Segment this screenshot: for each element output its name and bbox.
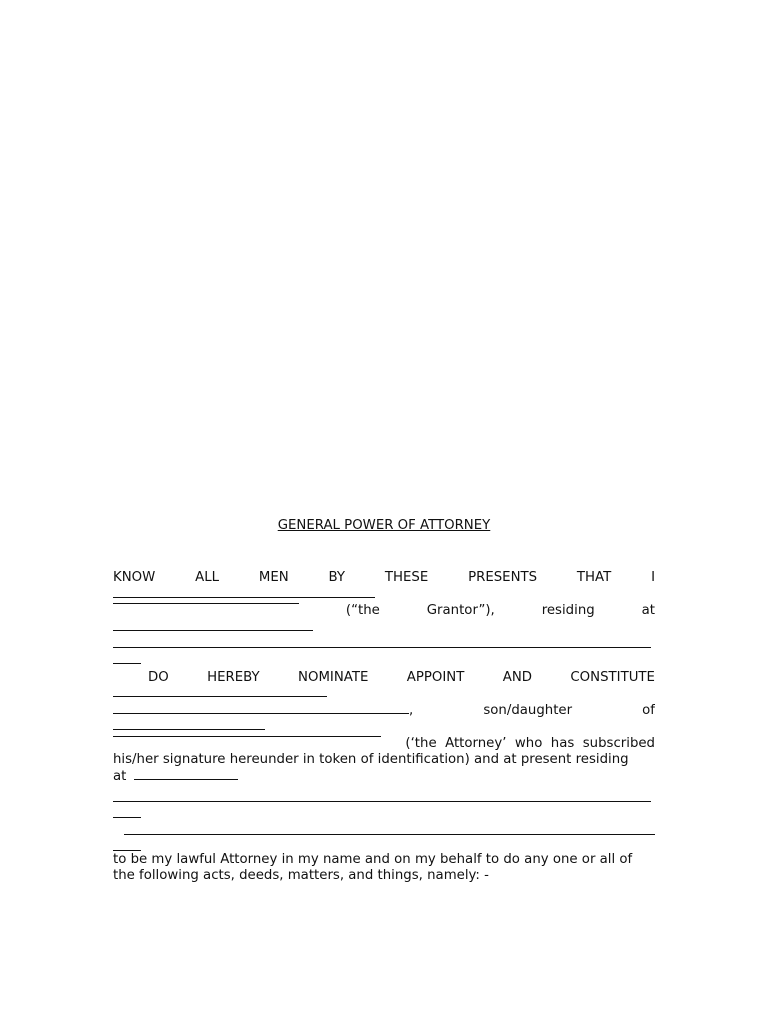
following-acts-text: the following acts, deeds, matters, and things, namely: - [113, 868, 489, 883]
residence-blank-3[interactable] [113, 816, 141, 818]
lawful-attorney-text: to be my lawful Attorney in my name and on my behalf to do any one or all of [113, 852, 633, 867]
address-blank-line-3 [113, 652, 655, 669]
nominate-word: NOMINATE [298, 670, 369, 685]
parent-name-blank-line [113, 718, 655, 735]
grantor-line [113, 602, 655, 619]
the-grantor-open: (“the [345, 603, 380, 618]
grantor-name-blank-2[interactable] [113, 602, 299, 604]
grantor-name-blank-line [113, 586, 655, 603]
these-word: THESE [384, 570, 429, 585]
presents-word: PRESENTS [468, 570, 538, 585]
following-acts-line [113, 867, 655, 884]
the-attorney-text: (‘the Attorney’ who has subscribed [405, 736, 655, 751]
residing-word: residing [541, 603, 595, 618]
attorney-name-blank[interactable] [113, 695, 327, 697]
comma-text: , [409, 703, 414, 718]
lawful-attorney-line [113, 851, 655, 868]
and-word: AND [502, 670, 533, 685]
at-word-2: at [113, 769, 127, 784]
know-all-men-line [113, 569, 655, 586]
address-blank-line-1 [113, 619, 655, 636]
residence-blank-line-2 [113, 790, 655, 807]
address-blank-3[interactable] [113, 662, 141, 664]
by-word: BY [328, 570, 346, 585]
attorney-line [113, 735, 655, 752]
parent-name-blank[interactable] [113, 728, 265, 730]
son-daughter-word: son/daughter [483, 703, 573, 718]
do-word: DO [148, 670, 169, 685]
grantor-word: Grantor”), [426, 603, 495, 618]
residence-blank-line-4 [124, 823, 655, 840]
residing-at-line [113, 768, 655, 785]
parent-name-blank-2[interactable] [113, 735, 381, 737]
residence-blank-2[interactable] [113, 800, 651, 802]
nominate-line [148, 669, 655, 686]
attorney-name-blank-line [113, 685, 655, 702]
grantor-name-blank[interactable] [113, 596, 375, 598]
appoint-word: APPOINT [406, 670, 465, 685]
address-blank-1[interactable] [113, 629, 313, 631]
hereby-word: HEREBY [207, 670, 260, 685]
all-word: ALL [195, 570, 220, 585]
signature-identification-text: his/her signature hereunder in token of identification) and at present residing [113, 752, 629, 767]
constitute-word: CONSTITUTE [570, 670, 655, 685]
document-title: GENERAL POWER OF ATTORNEY [277, 518, 491, 533]
i-word: I [651, 570, 655, 585]
that-word: THAT [576, 570, 612, 585]
of-word: of [642, 703, 655, 718]
signature-identification-line [113, 751, 655, 768]
residence-blank-1[interactable] [134, 778, 238, 780]
know-word: KNOW [113, 570, 156, 585]
son-daughter-line [113, 702, 655, 719]
residence-blank-4[interactable] [124, 833, 655, 835]
address-blank-line-2 [113, 636, 655, 653]
attorney-name-blank-2[interactable] [113, 712, 409, 714]
address-blank-2[interactable] [113, 646, 651, 648]
residence-blank-line-3 [113, 806, 655, 823]
men-word: MEN [258, 570, 289, 585]
at-word: at [641, 603, 655, 618]
